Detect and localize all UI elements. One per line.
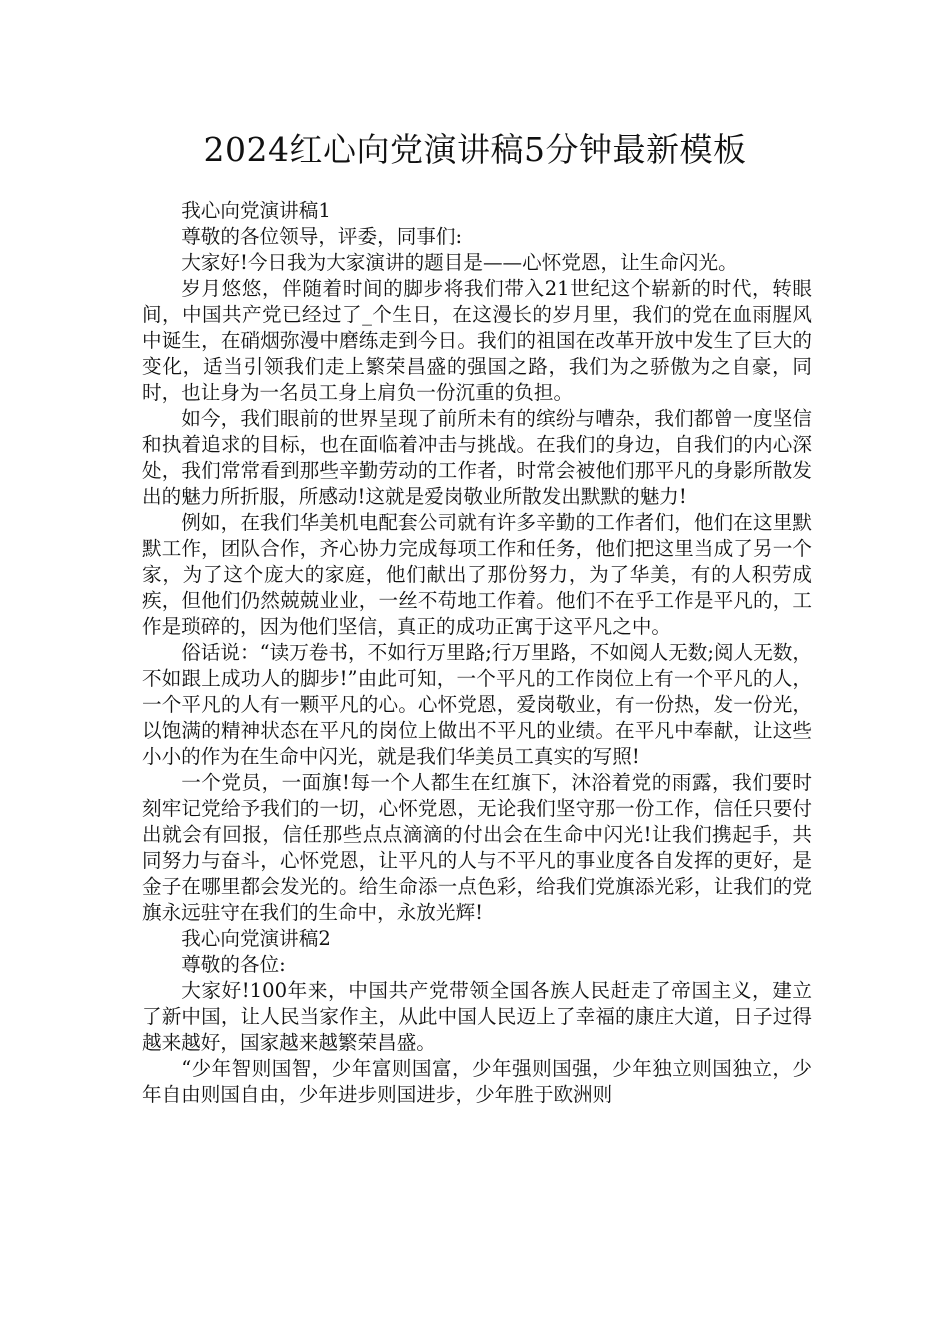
paragraph: 一个党员，一面旗!每一个人都生在红旗下，沐浴着党的雨露，我们要时刻牢记党给予我们的一切，心怀党恩，无论我们坚守那一份工作，信任只要付出就会有回报，信任那些点点滴滴的付出会在生命中闪光!让我们携起手，共同努力与奋斗，心怀党恩，让平凡的人与不平凡的事业度各自发挥的更好，是金子在哪里都会发光的。给生命添一点色彩，给我们党旗添光彩，让我们的党旗永远驻守在我们的生命中，永放光辉! — [142, 771, 812, 924]
salutation-1: 尊敬的各位领导，评委，同事们: — [181, 225, 463, 248]
document-body — [142, 198, 812, 1108]
paragraph: 例如，在我们华美机电配套公司就有许多辛勤的工作者们，他们在这里默默工作，团队合作，齐心协力完成每项工作和任务，他们把这里当成了另一个家，为了这个庞大的家庭，他们献出了那份努力，为了华美，有的人积劳成疾，但他们仍然兢兢业业，一丝不苟地工作着。他们不在乎工作是平凡的，工作是琐碎的，因为他们坚信，真正的成功正寓于这平凡之中。 — [142, 511, 812, 638]
document-title: 2024红心向党演讲稿5分钟最新模板 — [203, 130, 747, 169]
paragraph: 岁月悠悠，伴随着时间的脚步将我们带入21世纪这个崭新的时代，转眼间，中国共产党已经过了_个生日，在这漫长的岁月里，我们的党在血雨腥风中诞生，在硝烟弥漫中磨练走到今日。我们的祖国在改革开放中发生了巨大的变化，适当引领我们走上繁荣昌盛的强国之路，我们为之骄傲为之自豪，同时，也让身为一名员工身上肩负一份沉重的负担。 — [142, 277, 812, 404]
paragraph: “少年智则国智，少年富则国富，少年强则国强，少年独立则国独立，少年自由则国自由，少年进步则国进步，少年胜于欧洲则 — [142, 1057, 812, 1106]
paragraph: 如今，我们眼前的世界呈现了前所未有的缤纷与嘈杂，我们都曾一度坚信和执着追求的目标，也在面临着冲击与挑战。在我们的身边，自我们的内心深处，我们常常看到那些辛勤劳动的工作者，时常会被他们那平凡的身影所散发出的魅力所折服，所感动!这就是爱岗敬业所散发出默默的魅力! — [142, 407, 812, 508]
section-heading-1: 我心向党演讲稿1 — [181, 199, 331, 222]
paragraph: 大家好!100年来，中国共产党带领全国各族人民赶走了帝国主义，建立了新中国，让人民当家作主，从此中国人民迈上了幸福的康庄大道，日子过得越来越好，国家越来越繁荣昌盛。 — [142, 979, 812, 1054]
paragraph: 俗话说：“读万卷书，不如行万里路;行万里路，不如阅人无数;阅人无数，不如跟上成功人的脚步!”由此可知，一个平凡的工作岗位上有一个平凡的人，一个平凡的人有一颗平凡的心。心怀党恩，爱岗敬业，有一份热，发一份光，以饱满的精神状态在平凡的岗位上做出不平凡的业绩。在平凡中奉献，让这些小小的作为在生命中闪光，就是我们华美员工真实的写照! — [142, 641, 812, 768]
salutation-2: 尊敬的各位: — [181, 953, 286, 976]
section-heading-2: 我心向党演讲稿2 — [181, 927, 331, 950]
paragraph: 大家好!今日我为大家演讲的题目是——心怀党恩，让生命闪光。 — [181, 251, 738, 274]
